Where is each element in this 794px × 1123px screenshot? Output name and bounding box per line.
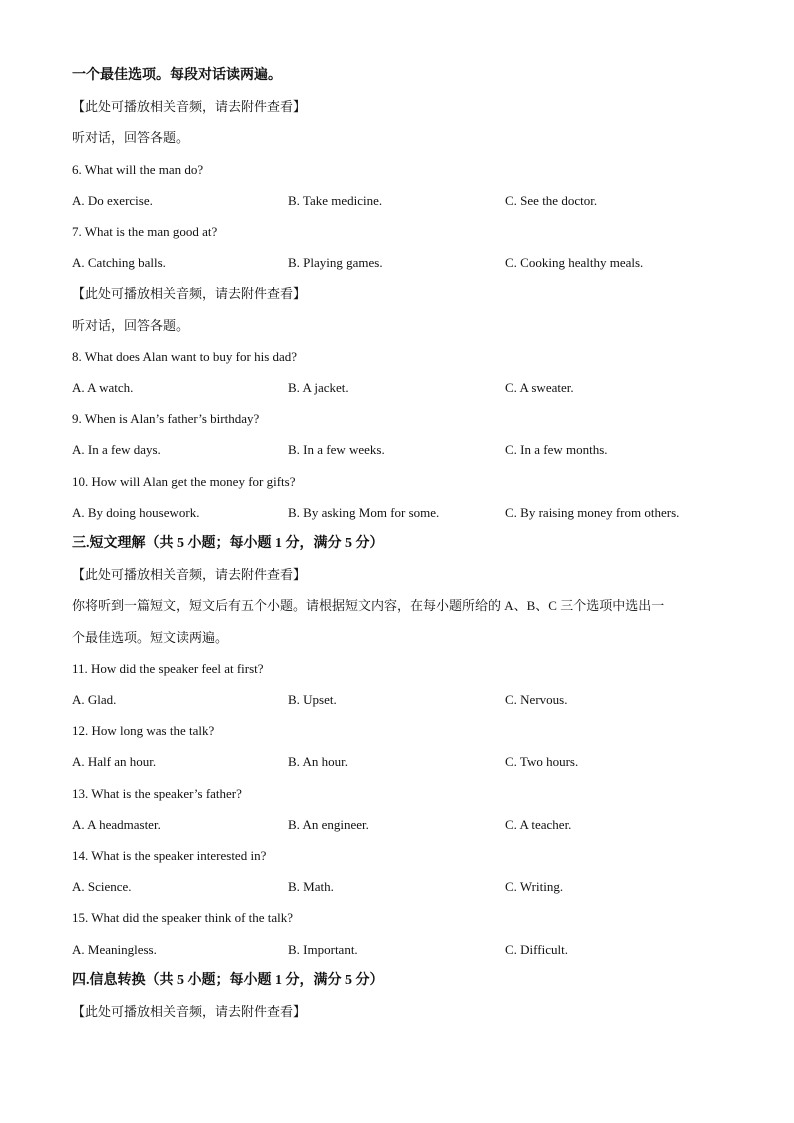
text-line: 【此处可播放相关音频，请去附件查看】 <box>72 1004 307 1019</box>
text-line: 7. What is the man good at? <box>72 224 218 239</box>
answer-option: A. In a few days. <box>72 442 161 457</box>
text-line: 【此处可播放相关音频，请去附件查看】 <box>72 99 307 114</box>
answer-option: B. Math. <box>288 879 334 894</box>
answer-option: A. A watch. <box>72 380 134 395</box>
text-line: 9. When is Alan’s father’s birthday? <box>72 411 260 426</box>
text-line: 你将听到一篇短文，短文后有五个小题。请根据短文内容，在每小题所给的 A、B、C 三个选项中选出一 <box>72 598 665 613</box>
answer-option: A. Glad. <box>72 692 117 707</box>
text-line: 15. What did the speaker think of the talk? <box>72 910 294 925</box>
text-line: 13. What is the speaker’s father? <box>72 786 242 801</box>
answer-option: C. A teacher. <box>505 817 572 832</box>
answer-option: B. An hour. <box>288 754 348 769</box>
answer-option: B. A jacket. <box>288 380 349 395</box>
text-line: 听对话，回答各题。 <box>72 130 190 145</box>
text-line: 10. How will Alan get the money for gifts? <box>72 474 296 489</box>
answer-option: A. A headmaster. <box>72 817 161 832</box>
answer-option: C. A sweater. <box>505 380 574 395</box>
answer-option: C. Writing. <box>505 879 564 894</box>
answer-option: C. Difficult. <box>505 942 568 957</box>
answer-option: B. In a few weeks. <box>288 442 385 457</box>
answer-option: B. Playing games. <box>288 255 383 270</box>
text-line: 【此处可播放相关音频，请去附件查看】 <box>72 567 307 582</box>
text-line: 8. What does Alan want to buy for his dad? <box>72 349 298 364</box>
answer-option: A. Catching balls. <box>72 255 166 270</box>
text-line: 11. How did the speaker feel at first? <box>72 661 264 676</box>
answer-option: A. Do exercise. <box>72 193 153 208</box>
answer-option: B. An engineer. <box>288 817 369 832</box>
answer-option: B. Take medicine. <box>288 193 383 208</box>
answer-option: C. By raising money from others. <box>505 505 680 520</box>
answer-option: C. Cooking healthy meals. <box>505 255 644 270</box>
answer-option: A. Meaningless. <box>72 942 157 957</box>
text-line: 6. What will the man do? <box>72 162 204 177</box>
section-heading: 一个最佳选项。每段对话读两遍。 <box>72 68 282 83</box>
answer-option: A. Science. <box>72 879 132 894</box>
answer-option: B. Upset. <box>288 692 337 707</box>
section-heading: 四.信息转换（共 5 小题；每小题 1 分，满分 5 分） <box>72 973 384 988</box>
text-line: 个最佳选项。短文读两遍。 <box>72 630 229 645</box>
answer-option: B. Important. <box>288 942 358 957</box>
text-line: 12. How long was the talk? <box>72 723 215 738</box>
answer-option: C. In a few months. <box>505 442 608 457</box>
answer-option: C. Nervous. <box>505 692 568 707</box>
section-heading: 三.短文理解（共 5 小题；每小题 1 分，满分 5 分） <box>72 536 384 551</box>
answer-option: C. See the doctor. <box>505 193 598 208</box>
answer-option: A. Half an hour. <box>72 754 157 769</box>
answer-option: C. Two hours. <box>505 754 579 769</box>
answer-option: A. By doing housework. <box>72 505 200 520</box>
text-line: 【此处可播放相关音频，请去附件查看】 <box>72 286 307 301</box>
text-line: 14. What is the speaker interested in? <box>72 848 267 863</box>
text-line: 听对话，回答各题。 <box>72 318 190 333</box>
answer-option: B. By asking Mom for some. <box>288 505 440 520</box>
